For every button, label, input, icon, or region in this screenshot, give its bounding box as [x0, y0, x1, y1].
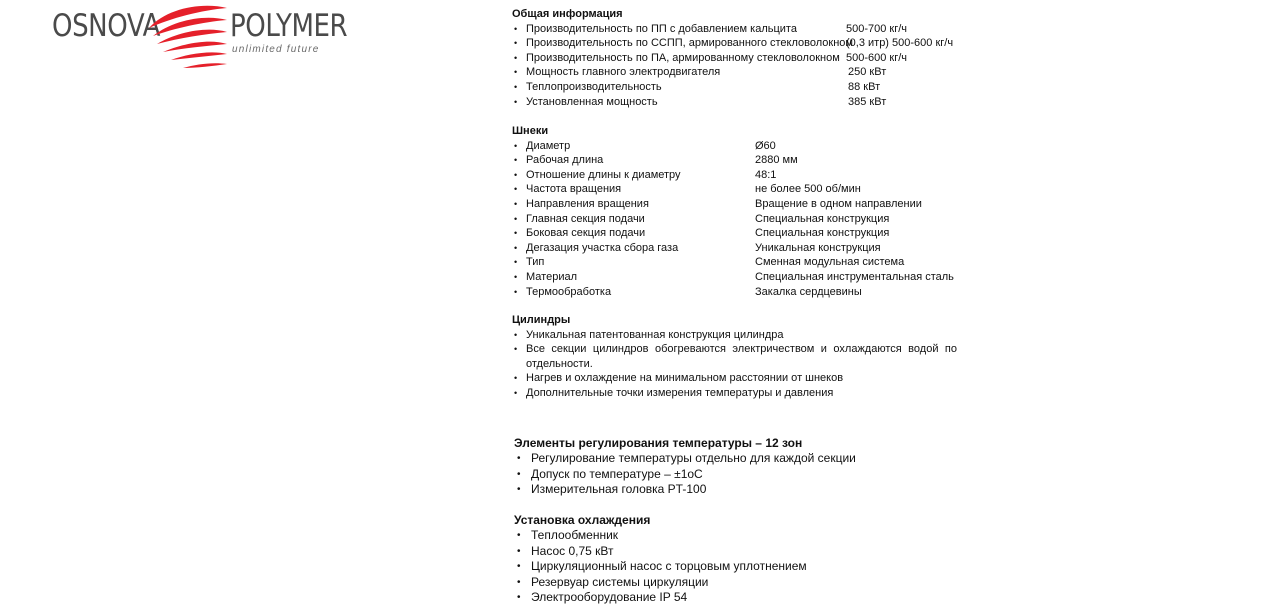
spec-label: Производительность по ССПП, армированного стекловолокном: [526, 37, 853, 50]
spec-value: 500-700 кг/ч: [846, 22, 908, 35]
bullet-icon: •: [514, 23, 518, 34]
bullet-icon: •: [517, 484, 521, 496]
bullet-icon: •: [514, 38, 518, 49]
spec-value: Уникальная конструкция: [755, 241, 881, 254]
general-info-section: [512, 7, 972, 109]
bullet-icon: •: [517, 561, 521, 573]
list-item: [512, 168, 972, 183]
bullet-icon: •: [514, 184, 518, 195]
list-item: [512, 226, 972, 241]
list-item: [514, 528, 974, 543]
bullet-icon: •: [514, 228, 518, 239]
spec-label: Материал: [526, 270, 577, 283]
spec-label: Главная секция подачи: [526, 212, 645, 225]
bullet-icon: •: [514, 257, 518, 268]
spec-label: Диаметр: [526, 139, 571, 152]
spec-label: Частота вращения: [526, 183, 622, 196]
logo-word-left: OSNOVA: [52, 8, 160, 44]
spec-text: Циркуляционный насос с торцовым уплотнением: [531, 559, 807, 574]
cooling-section: [514, 513, 974, 605]
spec-value: Специальная инструментальная сталь: [755, 270, 954, 283]
logo-tagline: unlimited future: [232, 44, 320, 55]
company-logo: [52, 0, 348, 70]
spec-value: (0,3 итр) 500-600 кг/ч: [846, 37, 954, 50]
spec-text: Регулирование температуры отдельно для каждой секции: [531, 451, 856, 466]
bullet-icon: •: [517, 453, 521, 465]
spec-text: Резервуар системы циркуляции: [531, 574, 709, 589]
spec-value: Специальная конструкция: [755, 227, 890, 240]
screws-title: Шнеки: [512, 125, 549, 137]
spec-label: Теплопроизводительность: [526, 80, 662, 93]
list-item: [512, 328, 972, 343]
list-item: [512, 182, 972, 197]
bullet-icon: •: [514, 373, 518, 384]
spec-label: Рабочая длина: [526, 154, 604, 167]
list-item: [512, 80, 972, 95]
list-item: [514, 575, 974, 590]
bullet-icon: •: [517, 468, 521, 480]
bullet-icon: •: [514, 286, 518, 297]
general-info-title: Общая информация: [512, 8, 623, 20]
temperature-section: [514, 436, 974, 498]
spec-value: 500-600 кг/ч: [846, 51, 908, 64]
spec-value: не более 500 об/мин: [755, 183, 861, 196]
spec-label: Установленная мощность: [526, 95, 658, 108]
spec-value: Специальная конструкция: [755, 212, 890, 225]
spec-label: Направления вращения: [526, 197, 649, 210]
list-item: [512, 139, 972, 154]
bullet-icon: •: [514, 198, 518, 209]
list-item: [512, 153, 972, 168]
list-item: [512, 386, 972, 401]
spec-text: Все секции цилиндров обогреваются электричеством и охлаждаются водой по: [526, 343, 957, 356]
bullet-icon: •: [517, 530, 521, 542]
spec-text: Уникальная патентованная конструкция цилиндра: [526, 328, 784, 341]
temperature-title: Элементы регулирования температуры – 12 зон: [514, 436, 803, 450]
bullet-icon: •: [514, 155, 518, 166]
list-item: [512, 371, 972, 386]
list-item: [512, 95, 972, 110]
spec-text-continued: отдельности.: [526, 357, 593, 370]
list-item: [512, 241, 972, 256]
list-item: [512, 51, 972, 66]
bullet-icon: •: [514, 140, 518, 151]
spec-value: 48:1: [755, 168, 777, 181]
list-item: [514, 451, 974, 466]
bullet-icon: •: [514, 52, 518, 63]
list-item: [512, 65, 972, 80]
spec-text: Нагрев и охлаждение на минимальном расстоянии от шнеков: [526, 372, 844, 385]
spec-label: Производительность по ПП с добавлением кальцита: [526, 22, 797, 35]
cylinders-title: Цилиндры: [512, 314, 571, 326]
cylinders-section: [512, 313, 972, 401]
bullet-icon: •: [514, 344, 518, 355]
list-item: [514, 559, 974, 574]
logo-swoosh-icon: [147, 0, 229, 72]
list-item: [512, 212, 972, 227]
list-item: [512, 285, 972, 300]
bullet-icon: •: [514, 329, 518, 340]
spec-label: Дегазация участка сбора газа: [526, 241, 679, 254]
spec-label: Термообработка: [526, 285, 612, 298]
spec-label: Мощность главного электродвигателя: [526, 66, 721, 79]
list-item: [512, 255, 972, 270]
spec-text: Дополнительные точки измерения температуры и давления: [526, 386, 834, 399]
bullet-icon: •: [514, 67, 518, 78]
bullet-icon: •: [514, 96, 518, 107]
spec-label: Производительность по ПА, армированному стекловолокном: [526, 51, 840, 64]
bullet-icon: •: [514, 242, 518, 253]
bullet-icon: •: [517, 545, 521, 557]
list-item: [514, 544, 974, 559]
bullet-icon: •: [514, 213, 518, 224]
spec-value: 88 кВт: [848, 80, 881, 93]
spec-label: Отношение длины к диаметру: [526, 168, 681, 181]
spec-text: Насос 0,75 кВт: [531, 543, 614, 558]
spec-text: Измерительная головка PT-100: [531, 482, 707, 497]
spec-value: Ø60: [755, 139, 776, 152]
spec-label: Тип: [526, 256, 545, 269]
spec-text: Электрооборудование IP 54: [531, 589, 688, 604]
list-item: [514, 482, 974, 497]
list-item: [514, 467, 974, 482]
spec-value: Сменная модульная система: [755, 256, 905, 269]
list-item: [512, 270, 972, 285]
list-item: [512, 342, 972, 371]
spec-value: 2880 мм: [755, 154, 798, 167]
spec-value: Закалка сердцевины: [755, 285, 862, 298]
bullet-icon: •: [514, 271, 518, 282]
bullet-icon: •: [517, 576, 521, 588]
spec-label: Боковая секция подачи: [526, 227, 646, 240]
spec-text: Теплообменник: [531, 528, 619, 543]
cooling-title: Установка охлаждения: [514, 513, 651, 527]
list-item: [512, 36, 972, 51]
spec-value: 250 кВт: [848, 66, 887, 79]
list-item: [512, 197, 972, 212]
bullet-icon: •: [514, 387, 518, 398]
spec-text: Допуск по температуре – ±1оС: [531, 466, 703, 481]
spec-value: 385 кВт: [848, 95, 887, 108]
logo-word-right: POLYMER: [230, 8, 348, 44]
spec-value: Вращение в одном направлении: [755, 197, 922, 210]
bullet-icon: •: [517, 591, 521, 603]
list-item: [512, 22, 972, 37]
screws-section: [512, 124, 972, 299]
bullet-icon: •: [514, 81, 518, 92]
bullet-icon: •: [514, 169, 518, 180]
list-item: [514, 590, 974, 605]
